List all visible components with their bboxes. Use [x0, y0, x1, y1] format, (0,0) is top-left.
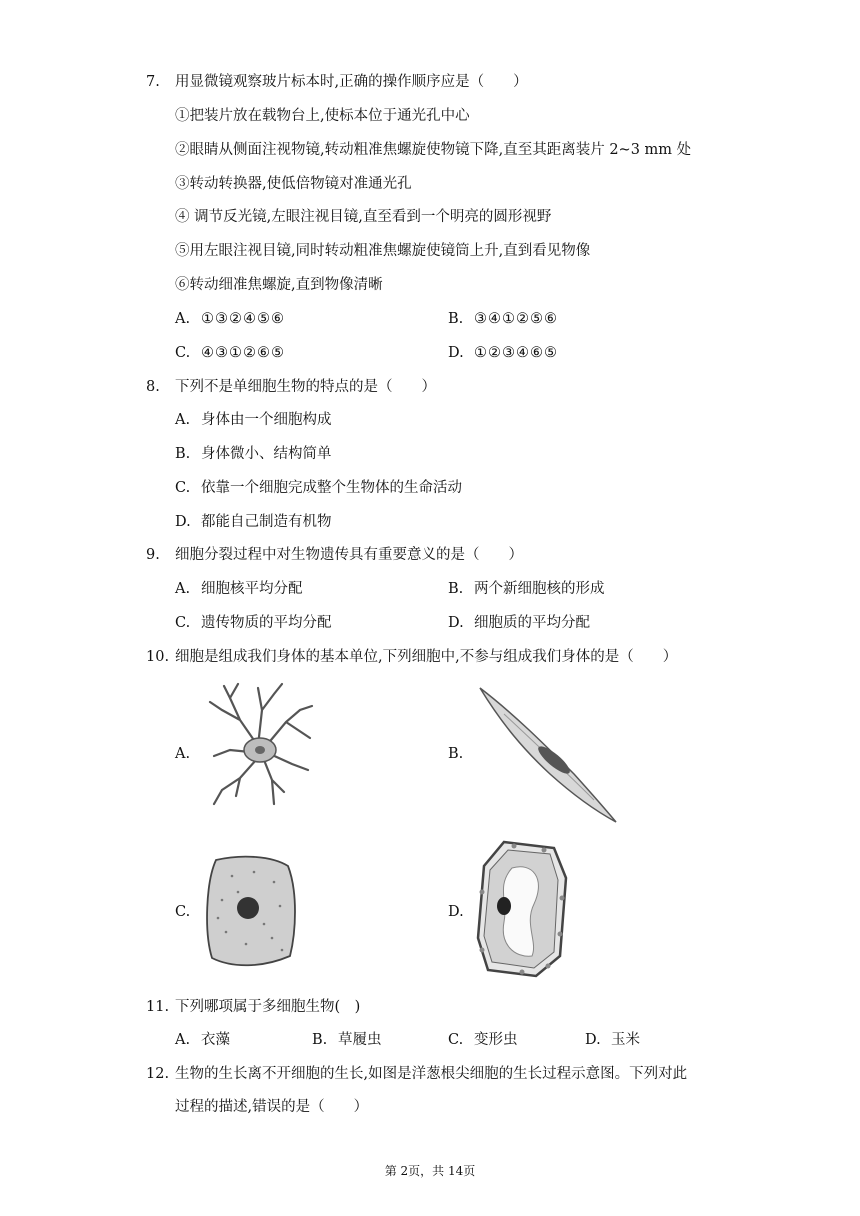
question-7-step-2: ②眼睛从侧面注视物镜,转动粗准焦螺旋使物镜下降,直至其距离装片 2~3 mm 处	[175, 142, 692, 158]
question-8-stem: 下列不是单细胞生物的特点的是（ ）	[175, 379, 436, 395]
option-text: ①③②④⑤⑥	[201, 311, 285, 327]
option-letter: D.	[448, 345, 464, 361]
question-11-option-b[interactable]	[312, 1030, 382, 1050]
question-12-stem-line-2: 过程的描述,错误的是（ ）	[175, 1099, 369, 1115]
plant-cell-image	[474, 838, 572, 980]
question-7-option-c[interactable]	[175, 343, 285, 363]
option-text: 身体由一个细胞构成	[201, 412, 332, 428]
question-10-stem: 细胞是组成我们身体的基本单位,下列细胞中,不参与组成我们身体的是（ ）	[175, 649, 678, 665]
question-9-option-d[interactable]	[448, 613, 590, 633]
question-8-option-a[interactable]	[175, 410, 332, 430]
question-11-option-a[interactable]	[175, 1030, 230, 1050]
question-7-option-a[interactable]	[175, 309, 285, 329]
option-text: 都能自己制造有机物	[201, 514, 332, 530]
option-text: ④③①②⑥⑤	[201, 345, 285, 361]
option-letter: C.	[175, 615, 191, 631]
option-text: 衣藻	[201, 1032, 230, 1048]
question-9-stem: 细胞分裂过程中对生物遗传具有重要意义的是（ ）	[175, 547, 523, 563]
question-10-option-c[interactable]	[175, 902, 201, 922]
option-letter: D.	[448, 615, 464, 631]
option-text: 草履虫	[338, 1032, 382, 1048]
question-8-option-b[interactable]	[175, 444, 332, 464]
option-letter: A.	[175, 581, 191, 597]
question-7-step-6: ⑥转动细准焦螺旋,直到物像清晰	[175, 277, 383, 293]
option-text: 玉米	[611, 1032, 640, 1048]
option-text: 身体微小、结构简单	[201, 446, 332, 462]
option-letter: B.	[448, 311, 464, 327]
question-7-step-3: ③转动转换器,使低倍物镜对准通光孔	[175, 176, 412, 192]
question-10-number: 10.	[146, 649, 170, 665]
question-8-number: 8.	[146, 379, 160, 395]
neuron-cell-image	[200, 680, 320, 810]
question-10-option-a[interactable]	[175, 744, 201, 764]
option-letter: A.	[175, 311, 191, 327]
question-7-step-4: ④ 调节反光镜,左眼注视目镜,直至看到一个明亮的圆形视野	[175, 209, 552, 225]
option-text: 两个新细胞核的形成	[474, 581, 605, 597]
question-7-step-1: ①把装片放在载物台上,使标本位于通光孔中心	[175, 108, 470, 124]
option-letter: A.	[175, 1032, 191, 1048]
question-9-number: 9.	[146, 547, 160, 563]
question-7-stem: 用显微镜观察玻片标本时,正确的操作顺序应是（ ）	[175, 74, 528, 90]
option-text: 依靠一个细胞完成整个生物体的生命活动	[201, 480, 462, 496]
question-12-stem-line-1: 生物的生长离不开细胞的生长,如图是洋葱根尖细胞的生长过程示意图。下列对此	[175, 1066, 688, 1082]
option-letter: B.	[448, 581, 464, 597]
question-10-option-d[interactable]	[448, 902, 474, 922]
question-9-option-a[interactable]	[175, 579, 303, 599]
option-text: 变形虫	[474, 1032, 518, 1048]
option-letter: D.	[175, 514, 191, 530]
option-letter: C.	[175, 904, 191, 920]
question-7-number: 7.	[146, 74, 160, 90]
option-letter: D.	[585, 1032, 601, 1048]
option-text: 细胞质的平均分配	[474, 615, 590, 631]
option-letter: C.	[175, 480, 191, 496]
question-9-option-c[interactable]	[175, 613, 332, 633]
question-8-option-d[interactable]	[175, 512, 332, 532]
option-text: ①②③④⑥⑤	[474, 345, 558, 361]
question-11-number: 11.	[146, 999, 170, 1015]
option-letter: C.	[448, 1032, 464, 1048]
question-8-option-c[interactable]	[175, 478, 462, 498]
animal-cell-image	[202, 852, 298, 970]
option-letter: A.	[175, 746, 191, 762]
question-11-option-d[interactable]	[585, 1030, 640, 1050]
question-11-stem: 下列哪项属于多细胞生物( )	[175, 999, 361, 1015]
smooth-muscle-cell-image	[474, 684, 620, 826]
option-letter: A.	[175, 412, 191, 428]
question-10-option-b[interactable]	[448, 744, 474, 764]
question-11-option-c[interactable]	[448, 1030, 518, 1050]
page-footer: 第 2页，共 14页	[384, 1164, 476, 1178]
option-letter: B.	[312, 1032, 328, 1048]
option-text: 遗传物质的平均分配	[201, 615, 332, 631]
option-text: ③④①②⑤⑥	[474, 311, 558, 327]
option-letter: B.	[175, 446, 191, 462]
question-12-number: 12.	[146, 1066, 170, 1082]
question-7-option-d[interactable]	[448, 343, 558, 363]
option-letter: B.	[448, 746, 464, 762]
option-text: 细胞核平均分配	[201, 581, 303, 597]
option-letter: D.	[448, 904, 464, 920]
question-7-option-b[interactable]	[448, 309, 558, 329]
question-9-option-b[interactable]	[448, 579, 605, 599]
question-7-step-5: ⑤用左眼注视目镜,同时转动粗准焦螺旋使镜筒上升,直到看见物像	[175, 243, 591, 259]
option-letter: C.	[175, 345, 191, 361]
